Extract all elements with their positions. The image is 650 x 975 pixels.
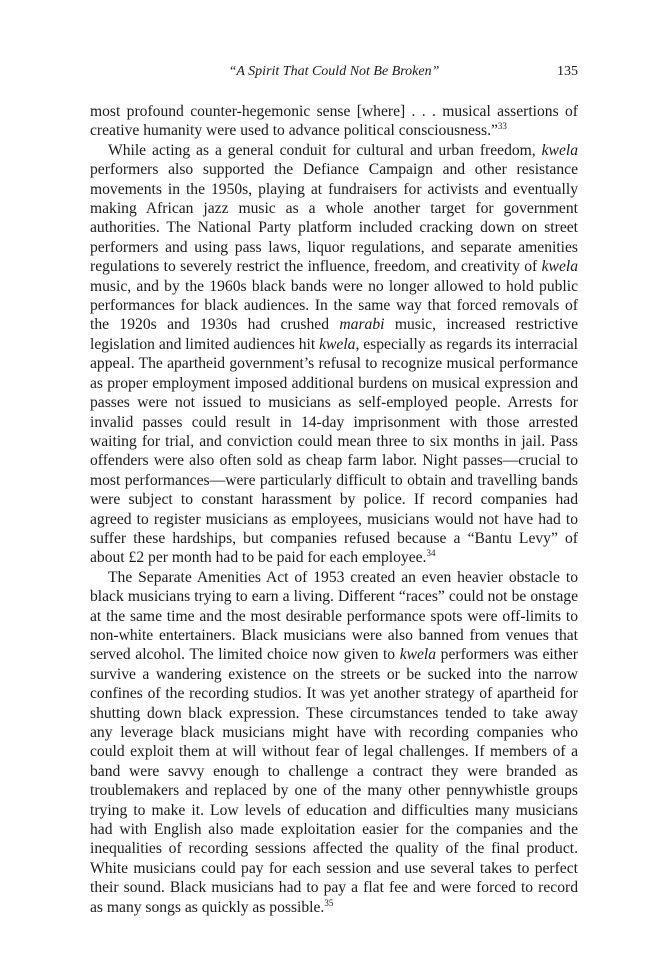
text-run: music, increased restrictive legislation and limited audiences hit [90, 316, 578, 353]
text-run: performers also supported the Defiance Campaign and other resistance movements in the 1950s, playing at fundraisers for activists and eventually making African jazz music as a whole another target for government authorities. The National Party platform included cracking down on street performers and using pass laws, liquor regulations, and separate amenities regulations to severely restrict the influence, freedom, and creativity of [90, 161, 578, 276]
text-run: The Separate Amenities Act of 1953 created an even heavier obstacle to black musicians trying to earn a living. Different “races” could not be onstage at the same time and the most desirable performance spots were off-limits to non-white entertainers. Black musicians were also banned from venues that served alcohol. The limited choice now given to [90, 568, 578, 664]
footnote-ref: 34 [426, 548, 436, 559]
italic-term: kwela [319, 335, 356, 353]
footnote-ref: 35 [324, 897, 334, 908]
italic-term: marabi [339, 316, 385, 334]
text-run: While acting as a general conduit for cultural and urban freedom, [108, 141, 542, 159]
body-text [90, 102, 578, 917]
text-run: music, and by the 1960s black bands were no longer allowed to hold public performances for black audiences. In the same way that forced removals of the 1920s and 1930s had crushed [90, 277, 578, 334]
text-run: , especially as regards its interracial appeal. The apartheid government’s refusal to recognize musical performance as proper employment imposed additional burdens on musical expression and passes were not issued to musicians as self-employed people. Arrests for invalid passes could result in 14-day imprisonment with those arrested waiting for trial, and conviction could mean three to six months in jail. Pass offenders were also often sold as cheap farm labor. Night passes—crucial to most performances—were particularly difficult to obtain and travelling bands were subject to constant harassment by police. If record companies had agreed to register musicians as employees, musicians would not have had to suffer these hardships, but companies refused because a “Bantu Levy” of about £2 per month had to be paid for each employee. [90, 335, 579, 567]
italic-term: kwela [541, 258, 578, 276]
italic-term: kwela [399, 646, 437, 664]
running-title: “A Spirit That Could Not Be Broken” [228, 64, 440, 79]
paragraph [90, 141, 578, 568]
running-header [90, 64, 578, 84]
page-number: 135 [557, 64, 578, 79]
paragraph [90, 568, 578, 917]
text-run: most profound counter-hegemonic sense [where] . . . musical assertions of creative humanity were used to advance political consciousness.” [90, 103, 578, 140]
paragraph [90, 102, 578, 141]
text-run: performers was either survive a wandering existence on the streets or be sucked into the narrow confines of the recording studios. It was yet another strategy of apartheid for shutting down black expression. These circumstances tended to take away any leverage black musicians might have with recording companies who could exploit them at will without fear of legal challenges. If members of a band were savvy enough to challenge a contract they were branded as troublemakers and replaced by one of the many other pennywhistle groups trying to make it. Low levels of education and difficulties many musicians had with English also made exploitation easier for the companies and the inequalities of recording sessions affected the quality of the final product. White musicians could pay for each session and use several takes to perfect their sound. Black musicians had to pay a flat fee and were forced to record as many songs as quickly as possible. [90, 646, 578, 916]
italic-term: kwela [541, 141, 578, 159]
footnote-ref: 33 [497, 121, 507, 132]
